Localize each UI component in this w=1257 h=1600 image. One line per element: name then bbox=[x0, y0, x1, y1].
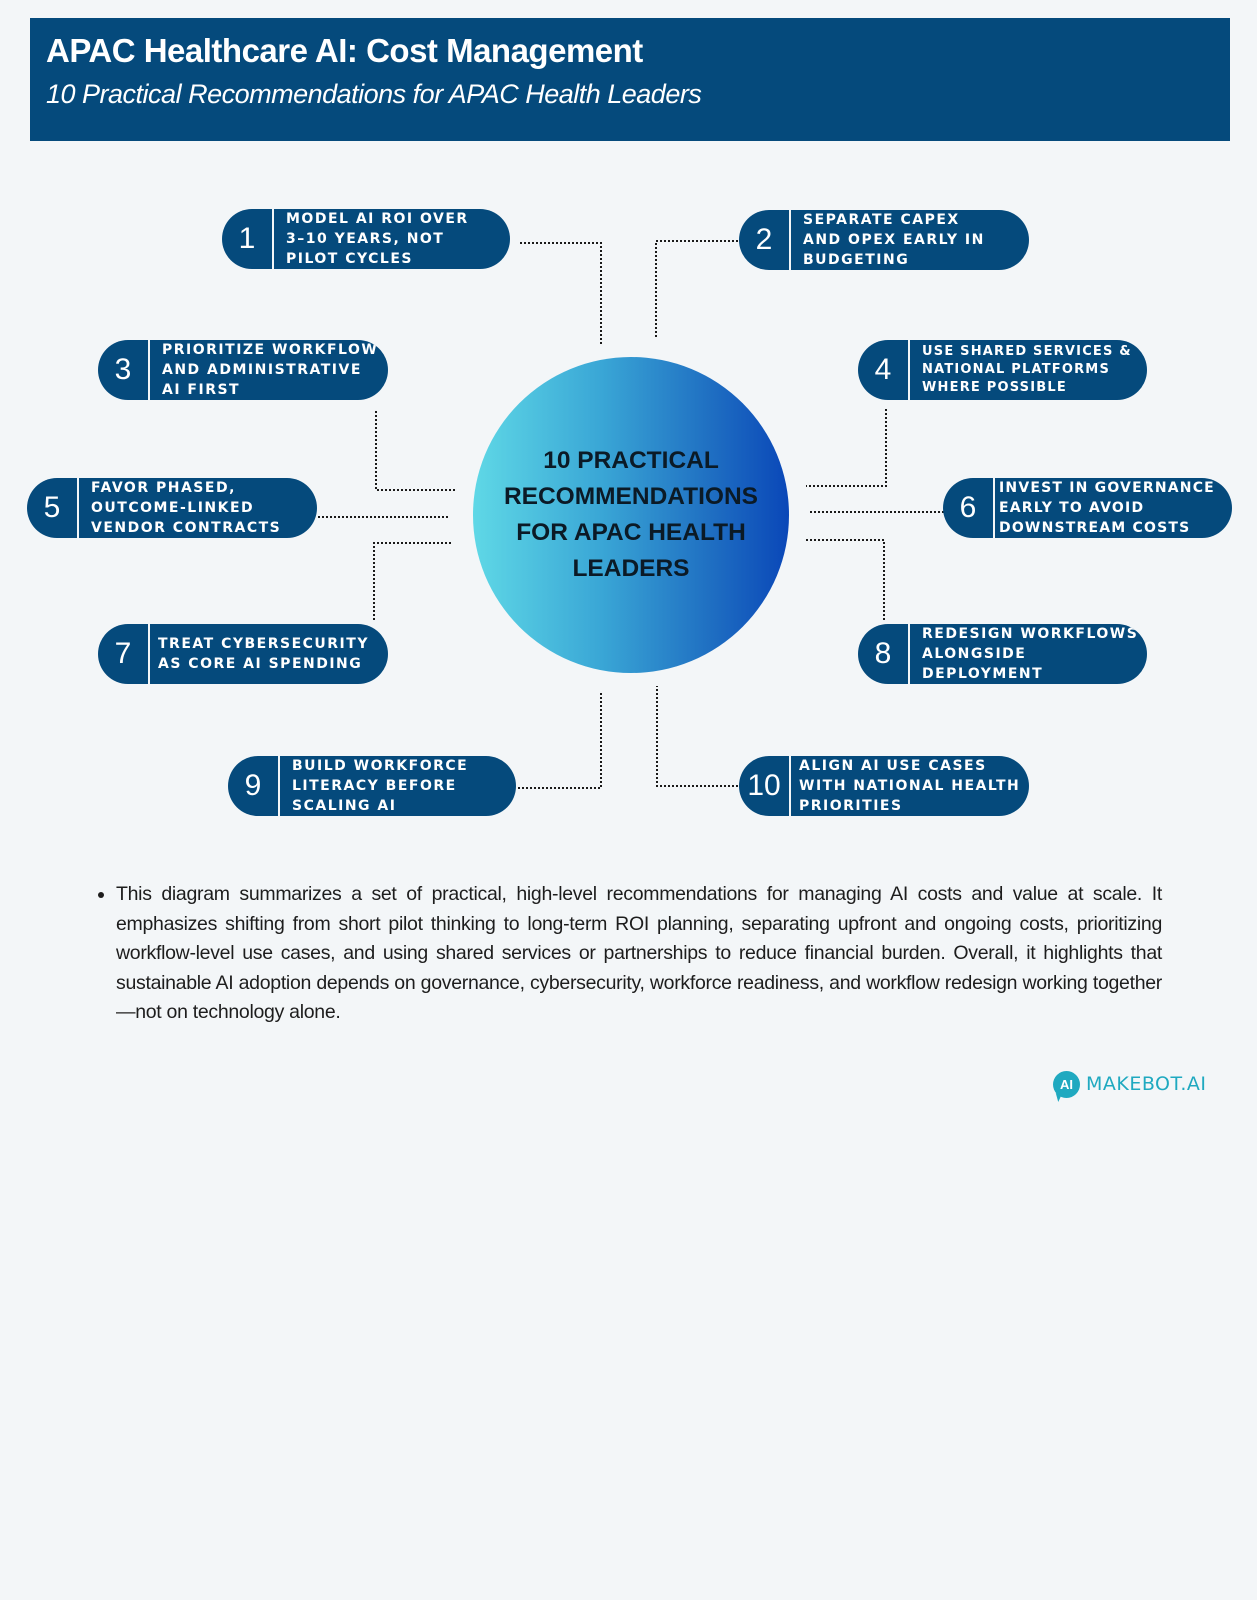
connector-2 bbox=[656, 241, 746, 338]
recommendation-pill-8 bbox=[858, 624, 1147, 684]
recommendation-text: USE SHARED SERVICES & NATIONAL PLATFORMS WHERE POSSIBLE bbox=[922, 344, 1132, 395]
recommendation-pill-3 bbox=[98, 340, 388, 400]
recommendation-pill-2 bbox=[739, 210, 1029, 270]
recommendation-text: REDESIGN WORKFLOWS ALONGSIDE DEPLOYMENT bbox=[922, 626, 1139, 682]
connector-1 bbox=[520, 243, 601, 345]
summary-note bbox=[92, 880, 1162, 1028]
recommendation-number: 9 bbox=[244, 769, 262, 802]
page-subtitle: 10 Practical Recommendations for APAC Health Leaders bbox=[46, 79, 702, 109]
recommendation-text: BUILD WORKFORCE LITERACY BEFORE SCALING AI bbox=[292, 758, 469, 814]
recommendation-pill-6 bbox=[943, 478, 1232, 538]
chat-bubble-icon: AI bbox=[1053, 1071, 1080, 1098]
recommendation-pill-10 bbox=[739, 756, 1029, 816]
connector-9 bbox=[518, 692, 601, 788]
connector-7 bbox=[374, 543, 452, 620]
recommendation-number: 8 bbox=[874, 637, 892, 670]
recommendation-pill-4 bbox=[858, 340, 1147, 400]
hub-label: 10 PRACTICAL RECOMMENDATIONS FOR APAC HEALTH LEADERS bbox=[503, 447, 759, 582]
central-hub bbox=[473, 357, 789, 673]
recommendation-number: 2 bbox=[755, 223, 773, 256]
recommendation-number: 4 bbox=[874, 353, 892, 386]
page-title: APAC Healthcare AI: Cost Management bbox=[46, 32, 643, 69]
recommendation-text: FAVOR PHASED, OUTCOME-LINKED VENDOR CONTRACTS bbox=[91, 480, 282, 536]
makebot-logo bbox=[1053, 1069, 1207, 1099]
recommendation-number: 10 bbox=[747, 769, 781, 802]
recommendation-pill-7 bbox=[98, 624, 388, 684]
recommendation-pill-9 bbox=[228, 756, 516, 816]
recommendation-text: TREAT CYBERSECURITY AS CORE AI SPENDING bbox=[158, 636, 369, 672]
summary-paragraph: • This diagram summarizes a set of practical, high-level recommendations for managing AI costs and value at scale. It emphasizes shifting from short pilot thinking to long-term ROI planning, separating upfront and ongoing costs, prioritizing workflow-level use cases, and using shared services or partnerships to reduce financial burden. Overall, it highlights that sustainable AI adoption depends on governance, cybersecurity, workforce readiness, and workflow redesign working together—not on technology alone. bbox=[116, 880, 1162, 1028]
connector-4 bbox=[806, 409, 886, 486]
summary-list bbox=[92, 880, 1162, 1028]
connector-3 bbox=[376, 411, 456, 490]
recommendation-text: MODEL AI ROI OVER 3–10 YEARS, NOT PILOT CYCLES bbox=[286, 211, 469, 267]
recommendation-text: SEPARATE CAPEX AND OPEX EARLY IN BUDGETING bbox=[803, 212, 985, 268]
recommendation-number: 6 bbox=[959, 491, 977, 524]
recommendation-text: PRIORITIZE WORKFLOW AND ADMINISTRATIVE AI FIRST bbox=[162, 342, 379, 398]
recommendation-number: 5 bbox=[43, 491, 61, 524]
recommendation-text: INVEST IN GOVERNANCE EARLY TO AVOID DOWNSTREAM COSTS bbox=[999, 480, 1215, 536]
recommendation-number: 7 bbox=[114, 637, 132, 670]
logo-name: MAKEBOT.AI bbox=[1086, 1073, 1207, 1095]
recommendation-number: 3 bbox=[114, 353, 132, 386]
connector-8 bbox=[804, 540, 884, 620]
recommendation-text: ALIGN AI USE CASES WITH NATIONAL HEALTH PRIORITIES bbox=[799, 758, 1021, 814]
recommendation-pill-1 bbox=[222, 209, 510, 269]
connector-10 bbox=[657, 686, 746, 786]
recommendation-number: 1 bbox=[238, 222, 256, 255]
recommendation-pill-5 bbox=[27, 478, 317, 538]
